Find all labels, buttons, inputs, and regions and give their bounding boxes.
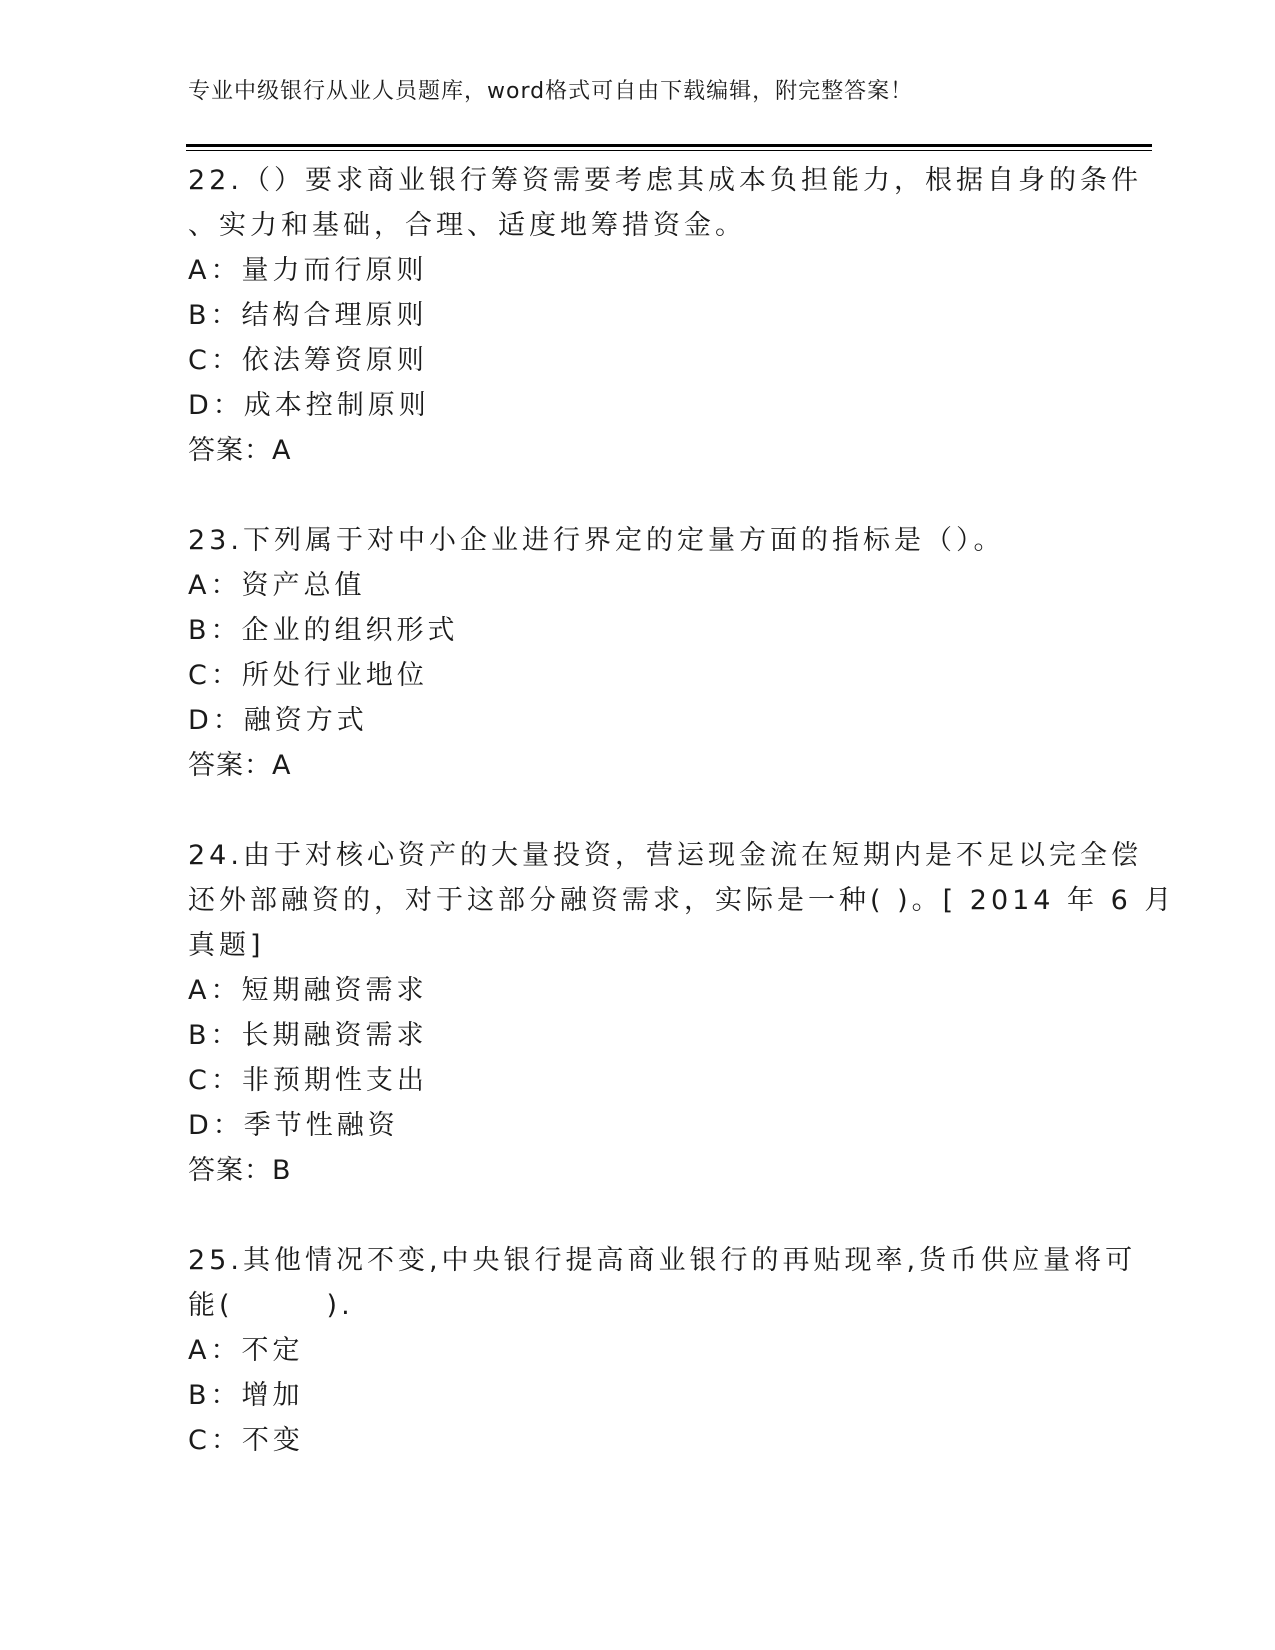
question-23 (188, 518, 1088, 788)
option-a: A：不定 (188, 1335, 304, 1366)
option-b: B：增加 (188, 1380, 304, 1411)
header-rule-thick (186, 144, 1152, 147)
option-b: B：结构合理原则 (188, 300, 428, 331)
option-c: C：依法筹资原则 (188, 345, 428, 376)
header-rule-thin (186, 150, 1152, 151)
question-25 (188, 1238, 1137, 1463)
option-d: D：季节性融资 (188, 1110, 399, 1141)
question-text-line: 25.其他情况不变,中央银行提高商业银行的再贴现率,货币供应量将可 (188, 1245, 1137, 1276)
page-header: 专业中级银行从业人员题库，word格式可自由下载编辑，附完整答案！ (188, 79, 914, 104)
option-d: D：融资方式 (188, 705, 368, 736)
option-d: D：成本控制原则 (188, 390, 430, 421)
option-c: C：非预期性支出 (188, 1065, 428, 1096)
question-text-line: 真题] (188, 930, 265, 961)
question-text-line: 还外部融资的，对于这部分融资需求，实际是一种( )。[ 2014 年 6 月 (188, 885, 1176, 916)
answer: 答案：B (188, 1155, 292, 1186)
question-text-line: 24.由于对核心资产的大量投资，营运现金流在短期内是不足以完全偿 (188, 840, 1142, 871)
option-a: A：资产总值 (188, 570, 366, 601)
option-c: C：所处行业地位 (188, 660, 428, 691)
option-b: B：长期融资需求 (188, 1020, 428, 1051)
question-list (188, 158, 1176, 1463)
spacer (188, 473, 1088, 518)
option-a: A：量力而行原则 (188, 255, 428, 286)
question-text-line: 22.（）要求商业银行筹资需要考虑其成本负担能力，根据自身的条件 (188, 165, 1142, 196)
option-a: A：短期融资需求 (188, 975, 428, 1006)
option-c: C：不变 (188, 1425, 304, 1456)
spacer (188, 1193, 1088, 1238)
option-b: B：企业的组织形式 (188, 615, 459, 646)
spacer (188, 788, 1088, 833)
answer: 答案：A (188, 750, 292, 781)
question-24 (188, 833, 1176, 1193)
question-text-line: 、实力和基础，合理、适度地筹措资金。 (188, 210, 746, 241)
answer: 答案：A (188, 435, 292, 466)
question-text-line: 能( ). (188, 1290, 354, 1321)
question-text-line: 23.下列属于对中小企业进行界定的定量方面的指标是（）。 (188, 525, 1005, 556)
question-22 (188, 158, 1142, 473)
